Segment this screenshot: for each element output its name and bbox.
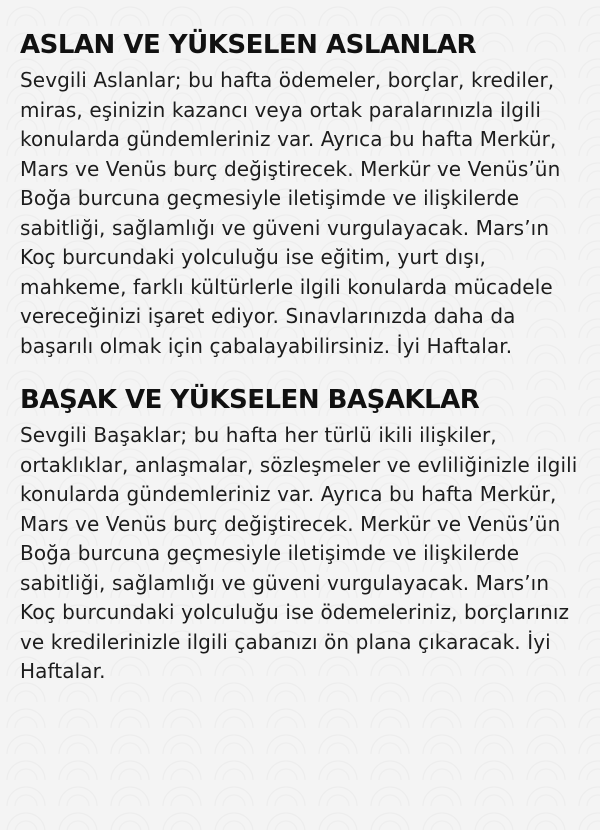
section-body: Sevgili Aslanlar; bu hafta ödemeler, borçlar, krediler, miras, eşinizin kazancı veya ortak paralarınızla ilgili konularda gündemleriniz var. Ayrıca bu hafta Merkür, Mars ve Venüs burç değiştirecek. Merkür ve Venüs’ün Boğa burcuna geçmesiyle iletişimde ve ilişkilerde sabitliği, sağlamlığı ve güveni vurgulayacak. Mars’ın Koç burcundaki yolculuğu ise eğitim, yurt dışı, mahkeme, farklı kültürlerle ilgili konularda mücadele vereceğinizi işaret ediyor. Sınavlarınızda daha da başarılı olmak için çabalayabilirsiniz. İyi Haftalar.	[20, 68, 561, 358]
section-title: BAŞAK VE YÜKSELEN BAŞAKLAR	[20, 385, 480, 415]
section-title: ASLAN VE YÜKSELEN ASLANLAR	[20, 30, 477, 60]
section-body: Sevgili Başaklar; bu hafta her türlü ikili ilişkiler, ortaklıklar, anlaşmalar, sözleşmeler ve evliliğinizle ilgili konularda gündemleriniz var. Ayrıca bu hafta Merkür, Mars ve Venüs burç değiştirecek. Merkür ve Venüs’ün Boğa burcuna geçmesiyle iletişimde ve ilişkilerde sabitliği, sağlamlığı ve güveni vurgulayacak. Mars’ın Koç burcundaki yolculuğu ise ödemeleriniz, borçlarınız ve kredilerinizle ilgili çabanızı ön plana çıkaracak. İyi Haftalar.	[20, 423, 578, 683]
virgo-section	[20, 383, 582, 687]
leo-section	[20, 28, 582, 361]
